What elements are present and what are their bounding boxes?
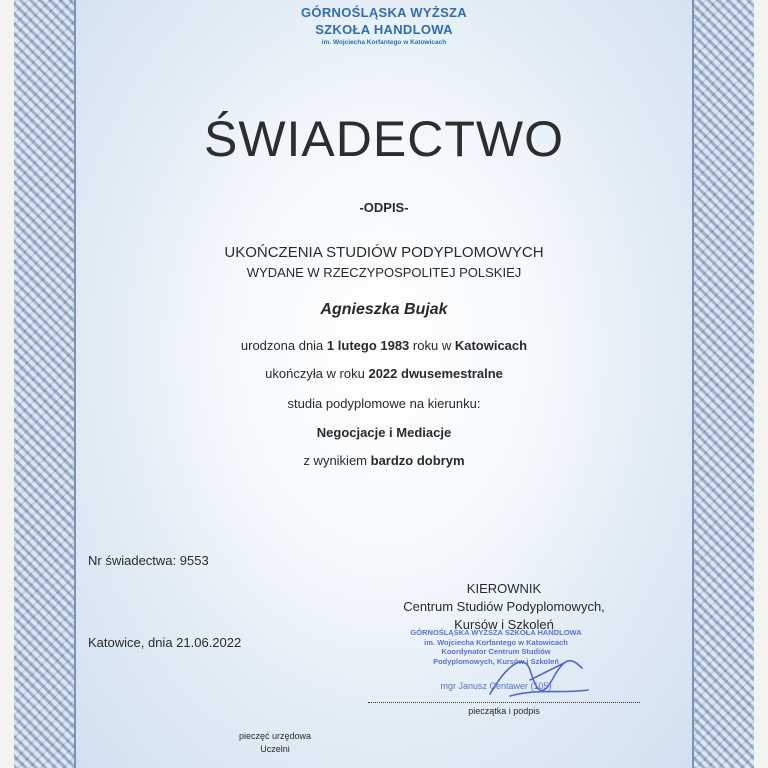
decorative-border-right (692, 0, 754, 768)
signature-caption: pieczątka i podpis (468, 706, 540, 716)
heading-completion: UKOŃCZENIA STUDIÓW PODYPLOMOWYCH (224, 244, 544, 261)
field-of-study (76, 425, 692, 440)
heading-issued: WYDANE W RZECZYPOSPOLITEJ POLSKIEJ (246, 265, 522, 280)
birth-mid: roku w (412, 338, 452, 353)
signature-line (368, 702, 640, 703)
stamp-line1: GÓRNOŚLĄSKA WYŻSZA SZKOŁA HANDLOWA (410, 628, 582, 637)
director-unit-line1: Centrum Studiów Podyplomowych, (403, 599, 605, 614)
stamp-signer: mgr Janusz Centawer (105) (440, 681, 552, 691)
seal-caption (210, 730, 340, 756)
result-line (76, 453, 692, 468)
completion-year: 2022 dwusemestralne (368, 366, 503, 381)
stamp-line3: Koordynator Centrum Studiów (441, 647, 551, 656)
birth-prefix: urodzona dnia (240, 338, 324, 353)
school-name-line2: SZKOŁA HANDLOWA (315, 22, 453, 37)
document-title: ŚWIADECTWO (204, 111, 564, 167)
result-grade: bardzo dobrym (370, 453, 465, 468)
director-unit-line2: Kursów i Szkoleń (454, 617, 554, 632)
decorative-border-left (14, 0, 76, 768)
director-title: KIEROWNIK (466, 581, 542, 596)
stamp-line2: im. Wojciecha Korfantego w Katowicach (424, 637, 568, 647)
seal-caption-line1: pieczęć urzędowa (238, 731, 312, 741)
place-and-date: Katowice, dnia 21.06.2022 (88, 635, 242, 650)
birth-place: Katowicach (454, 338, 528, 353)
handwritten-signature (470, 650, 600, 706)
completion-prefix: ukończyła w roku (265, 366, 365, 381)
completion-line (76, 366, 692, 381)
copy-label: -ODPIS- (359, 200, 409, 215)
field-name: Negocjacje i Mediacje (316, 425, 452, 440)
school-header (76, 4, 692, 48)
director-block (374, 580, 634, 634)
studies-line: studia podyplomowe na kierunku: (287, 396, 481, 411)
stamp-line4: Podyplomowych, Kursów i Szkoleń (433, 656, 559, 666)
birth-date: 1 lutego 1983 (326, 338, 410, 353)
school-name-line1: GÓRNOŚLĄSKA WYŻSZA (301, 5, 467, 20)
result-prefix: z wynikiem (303, 453, 368, 468)
certificate-number: Nr świadectwa: 9553 (88, 553, 209, 568)
graduate-name: Agnieszka Bujak (320, 301, 448, 318)
seal-caption-line2: Uczelni (260, 744, 290, 754)
birth-line (76, 338, 692, 353)
school-name-line3: im. Wojciecha Korfantego w Katowicach (321, 39, 447, 46)
